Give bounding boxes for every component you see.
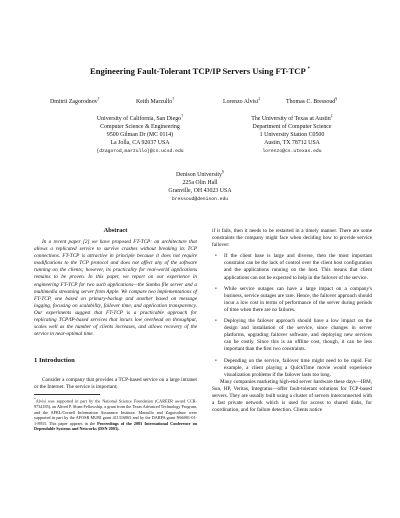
author-mark: † (97, 96, 100, 101)
section-heading-introduction: 1 Introduction (34, 357, 75, 364)
footnote-mark: * (34, 397, 36, 401)
author (136, 96, 174, 105)
author (223, 96, 260, 105)
bullet-icon: • (215, 285, 217, 292)
affiliation-line: 225a Olin Hall (182, 179, 218, 186)
affiliation-line: Denison University (176, 171, 222, 178)
footnote-venue: Proceedings of the 2003 International Conference on Dependable Systems and Networks (DSN 2003). (34, 420, 197, 432)
affiliation-line: Austin, TX 78712 USA (264, 139, 320, 146)
footnote-rule (34, 394, 100, 395)
author-name: Dmitrii Zagorodnov (50, 98, 98, 105)
title-footnote-mark: * (307, 67, 310, 73)
email[interactable]: {dzagorod,marzullo}@cs.ucsd.edu (96, 148, 184, 154)
email[interactable]: lorenzo@cs.utexas.edu (262, 148, 322, 154)
affiliation-denison (130, 168, 270, 204)
author-mark: † (172, 96, 175, 101)
affiliation-mark: † (181, 113, 184, 118)
paragraph: if it fails, then it needs to be restarted in a timely manner. There are some constraints the company might face when deciding how to provide service failover: (212, 228, 372, 249)
introduction-body (34, 377, 197, 391)
list-item-text: Depending on the service, failover time might need to be rapid. For example, a client playing a QuickTime movie would experience visualization problems if the failover lasts too long. (224, 357, 372, 378)
author-name: Keith Marzullo (136, 98, 173, 105)
author (286, 96, 337, 105)
author-mark: ‡ (258, 96, 261, 101)
abstract-text: In a recent paper [2] we have proposed FT-TCP: an architecture that allows a replicated service to survive crashes without breaking its TCP connections. FT-TCP is attractive in principle because it does not require modifications to the TCP protocol and does not affect any of the software running on the clients; however, its practicality for real-world applications remains to be proven. In this paper, we report on our experience in engineering FT-TCP for two such applications—the Samba file server and a multimedia streaming server from Apple. We compare two implementations of FT-TCP, one based on primary-backup and another based on message logging, focusing on scalability, failover time, and application transparency. Our experiments suggest that FT-TCP is a practicable approach for replicating TCP/IP-based services that incurs low overhead on throughput, scales well as the number of clients increases, and allows recovery of the service in near-optimal time. (34, 239, 197, 338)
author-mark: § (335, 96, 338, 101)
affiliation-line: The University of Texas at Austin (251, 115, 331, 122)
author-name: Thomas C. Bressoud (286, 98, 336, 105)
list-item-text: If the client base is large and diverse, then the most important constraint can be the lack of control over the client host configuration and the applications running on the host. This means that client applications can not be expected to help in the failover of the service. (224, 253, 372, 281)
affiliation-mark: ‡ (330, 113, 333, 118)
list-item (212, 253, 372, 281)
right-column (212, 228, 372, 414)
author-list (0, 96, 400, 108)
list-item-text: Deploying the failover approach should have a low impact on the design and installation of the service, since changes in server platforms, upgrading failover software, and deploying new services can be costly. Since this is an offline cost, though, it can be less important than the first two constraints. (224, 318, 372, 353)
affiliation-line: Granville, OH 43023 USA (168, 187, 232, 194)
list-item (212, 318, 372, 353)
affiliation-line: University of California, San Diego (96, 115, 182, 122)
affiliation-line: La Jolla, CA 92037 USA (110, 139, 170, 146)
paragraph: Many companies marketing high-end server hardware these days—IBM, Sun, HP, Veritas, Integratus—offer fault-tolerant solutions for TCP-based servers. They are usually built using a cluster of servers interconnected with a fast private network which is used for access to shared disks, for coordination, and for failure detection. Clients notice (212, 378, 372, 414)
email[interactable]: bressoud@denison.edu (171, 196, 229, 202)
footnote (34, 397, 197, 432)
affiliation-line: Department of Computer Science (252, 123, 332, 130)
affiliation-utexas (222, 112, 362, 156)
list-item (212, 286, 372, 314)
affiliation-mark: § (221, 169, 224, 174)
paragraph: Consider a company that provides a TCP-based service on a large intranet or the Internet. The service is important; (34, 377, 197, 391)
bullet-icon: • (215, 253, 217, 260)
affiliation-line: Computer Science & Engineering (100, 123, 180, 130)
affiliation-ucsd (70, 112, 210, 156)
title-text: Engineering Fault-Tolerant TCP/IP Servers Using FT-TCP (90, 66, 306, 76)
author-name: Lorenzo Alvisi (223, 98, 259, 105)
affiliation-line: 1 University Station C0500 (259, 131, 325, 138)
bullet-icon: • (215, 318, 217, 325)
list-item (212, 358, 372, 379)
list-item-text: While service outages can have a large impact on a company's business, service outages are rare. Hence, the failover approach should incur a low cost in terms of performance of the server during periods of time when there are no failures. (224, 285, 372, 313)
bullet-icon: • (215, 357, 217, 364)
abstract-body (34, 239, 197, 338)
abstract-heading: Abstract (103, 227, 128, 234)
footnote-text: Alvisi was supported in part by the National Science Foundation (CAREER award CCR-9734185), an Alfred P. Sloan Fellowship, a grant from the Texas Advanced Technology Program, and the AFRL/Cornell Information Assurance Institute. Marzullo and Zagorodnov were supported in part by the AFOSR MURI grant 411316865 and by the DARPA grant N66001-01-1-8933. This paper appears in the (34, 398, 197, 426)
affiliation-line: 9500 Gilman Dr (MC 0114) (106, 131, 174, 138)
author (50, 96, 100, 105)
paper-title (0, 66, 400, 76)
